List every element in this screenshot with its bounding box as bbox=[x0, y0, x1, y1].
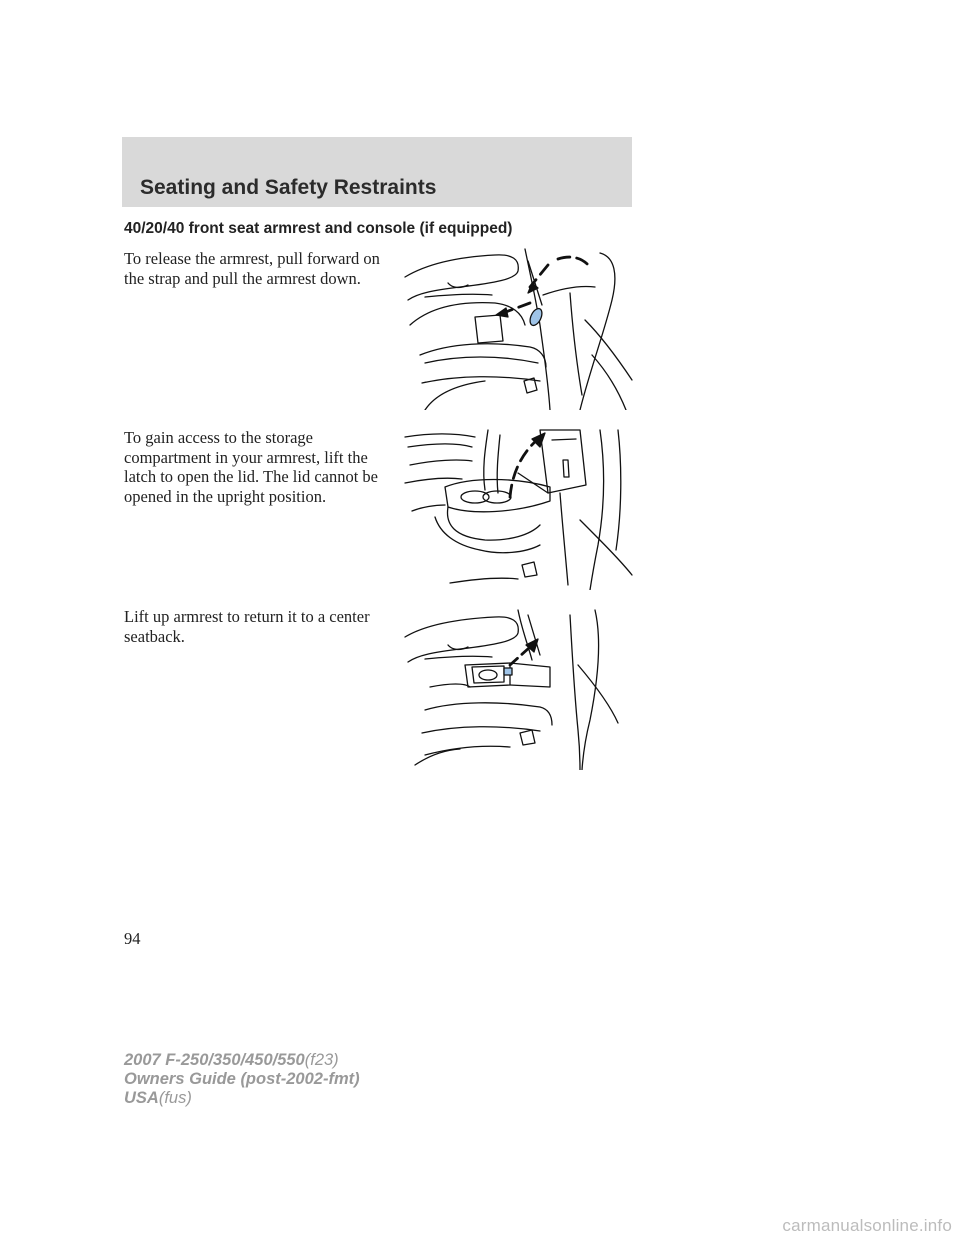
paragraph-return-armrest: Lift up armrest to return it to a center seatback. bbox=[124, 607, 370, 646]
footer-guide: Owners Guide (post-2002-fmt) bbox=[124, 1070, 360, 1088]
watermark-link[interactable]: carmanualsonline.info bbox=[782, 1216, 952, 1235]
footer-line-model bbox=[124, 1051, 360, 1070]
section-title: Seating and Safety Restraints bbox=[140, 176, 437, 199]
armrest-release-illustration bbox=[400, 245, 640, 410]
paragraph-storage-access: To gain access to the storage compartment in your armrest, lift the latch to open the lid. The lid cannot be opened in the upright position. bbox=[124, 428, 379, 506]
page-number: 94 bbox=[124, 929, 141, 948]
footer-document-info bbox=[124, 1051, 360, 1108]
footer-line-market bbox=[124, 1089, 360, 1108]
armrest-storage-open-illustration bbox=[400, 425, 640, 590]
footer-market: USA bbox=[124, 1089, 159, 1107]
footer-model-code: (f23) bbox=[304, 1051, 339, 1069]
footer-line-guide bbox=[124, 1070, 360, 1089]
subheading: 40/20/40 front seat armrest and console (if equipped) bbox=[124, 220, 513, 237]
footer-market-code: (fus) bbox=[158, 1089, 192, 1107]
armrest-return-illustration bbox=[400, 605, 640, 770]
footer-model: 2007 F-250/350/450/550 bbox=[124, 1051, 305, 1069]
paragraph-release-armrest: To release the armrest, pull forward on the strap and pull the armrest down. bbox=[124, 249, 380, 288]
